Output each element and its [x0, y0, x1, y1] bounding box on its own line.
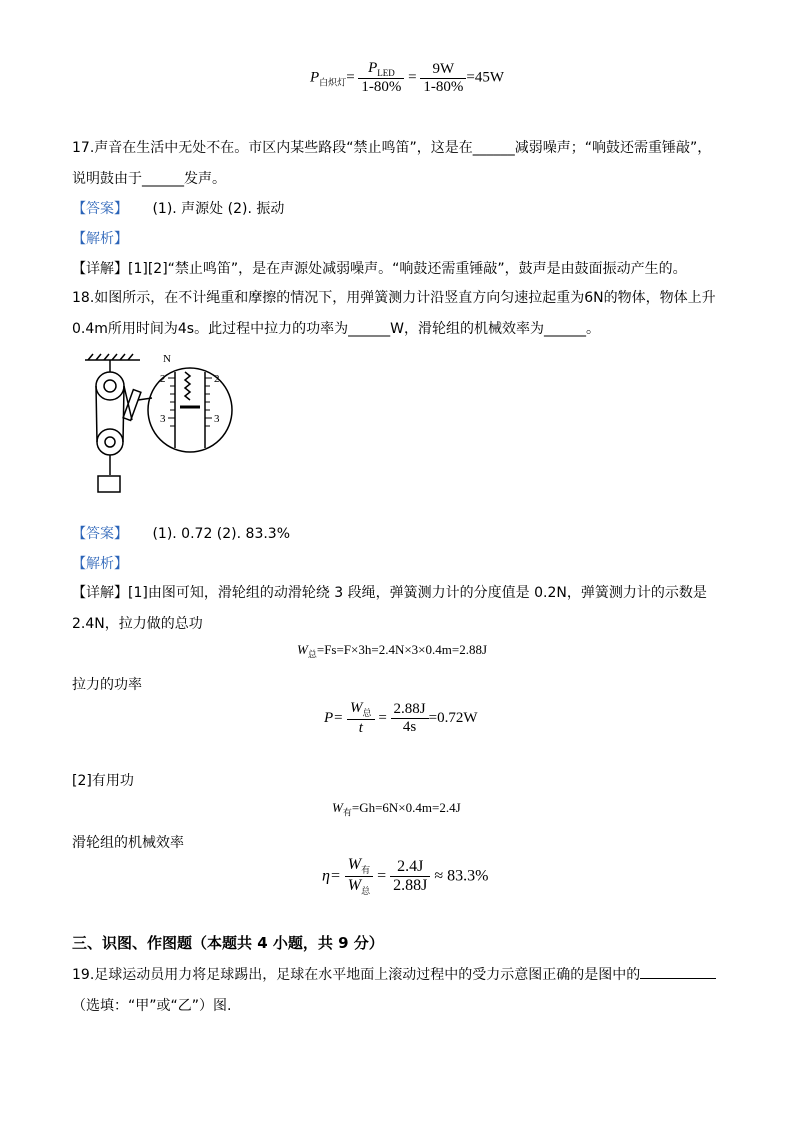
- q17-line2: 说明鼓由于______发声。: [72, 171, 226, 187]
- q17-answer-label: 【答案】: [72, 201, 128, 217]
- q17-analysis-label: 【解析】: [72, 231, 128, 247]
- q19-line1: 19.足球运动员用力将足球踢出，足球在水平地面上滚动过程中的受力示意图正确的是图中的: [72, 964, 716, 984]
- q17-line1: 17.声音在生活中无处不在。市区内某些路段“禁止鸣笛”，这是在______减弱噪声；“响鼓还需重锤敲”，: [72, 140, 712, 156]
- eq-useful: $W_有=Gh=6N\times 0.4m=2.4J$: [332, 800, 461, 818]
- formula-lhs: P: [310, 69, 320, 86]
- eq-work-total: $W_总=Fs=F\times 3h=2.4N\times 3\times 0.4m=2.88J$: [297, 642, 488, 660]
- eq-efficiency: η= $\frac{W_有}{W_总}$ = $\frac{2.4J}{2.88J}$ ≈ 83.3%: [322, 856, 489, 897]
- movable-pulley: [97, 429, 123, 455]
- frac2-den: 1-80%: [423, 78, 464, 95]
- q18-detail2: 2.4N，拉力做的总功: [72, 616, 203, 632]
- q19-blank: [640, 964, 716, 979]
- useful-label: [2]有用功: [72, 773, 134, 789]
- weight-block: [98, 476, 120, 492]
- q18-answer-text: (1). 0.72 (2). 83.3%: [152, 526, 291, 542]
- q18-answer-label: 【答案】: [72, 526, 128, 542]
- q18-answer: [72, 523, 290, 543]
- q18-analysis-label: 【解析】: [72, 556, 128, 572]
- formula-eq2: =: [408, 69, 417, 86]
- q18-detail1: 【详解】[1]由图可知，滑轮组的动滑轮绕 3 段绳，弹簧测力计的分度值是 0.2N，弹簧测力计的示数是: [72, 585, 707, 601]
- frac1-num-sub: LED: [377, 68, 395, 78]
- formula-frac1: [358, 60, 404, 96]
- q17-detail: 【详解】[1][2]“禁止鸣笛”，是在声源处减弱噪声。“响鼓还需重锤敲”，鼓声是由鼓面振动产生的。: [72, 261, 687, 277]
- pulley-figure: [80, 350, 245, 500]
- efficiency-label: 滑轮组的机械效率: [72, 835, 184, 851]
- frac2-num: 9W: [420, 61, 466, 79]
- fixed-pulley: [96, 372, 124, 400]
- figure-tick-2-left: 2: [160, 373, 166, 385]
- eq-power: P= $\frac{W_总}{t}$ = $\frac{2.88J}{4s}$ =0.72W: [324, 700, 478, 736]
- q18-line2: 0.4m所用时间为4s。此过程中拉力的功率为______W，滑轮组的机械效率为______。: [72, 321, 600, 337]
- q17-answer: [72, 198, 284, 218]
- formula-lhs-sub: 白炽灯: [319, 77, 347, 88]
- formula-frac2: [420, 61, 466, 96]
- figure-tick-2-right: 2: [214, 373, 220, 385]
- section3-heading: 三、识图、作图题（本题共 4 小题，共 9 分）: [72, 934, 384, 952]
- figure-tick-3-right: 3: [214, 413, 220, 425]
- ceiling-hatch: [88, 354, 133, 360]
- q19-line2: （选填：“甲”或“乙”）图.: [72, 998, 232, 1014]
- figure-tick-3-left: 3: [160, 413, 166, 425]
- q17-answer-text: (1). 声源处 (2). 振动: [152, 201, 285, 217]
- formula-eq1: =: [346, 69, 355, 86]
- figure-unit-label: N: [163, 353, 171, 365]
- power-label: 拉力的功率: [72, 677, 142, 693]
- formula-top: [310, 60, 504, 96]
- q18-line1: 18.如图所示，在不计绳重和摩擦的情况下，用弹簧测力计沿竖直方向匀速拉起重为6N的物体，物体上升: [72, 290, 716, 306]
- formula-result: =45W: [466, 69, 504, 86]
- frac1-den: 1-80%: [361, 79, 402, 95]
- frac1-num: P: [368, 60, 378, 76]
